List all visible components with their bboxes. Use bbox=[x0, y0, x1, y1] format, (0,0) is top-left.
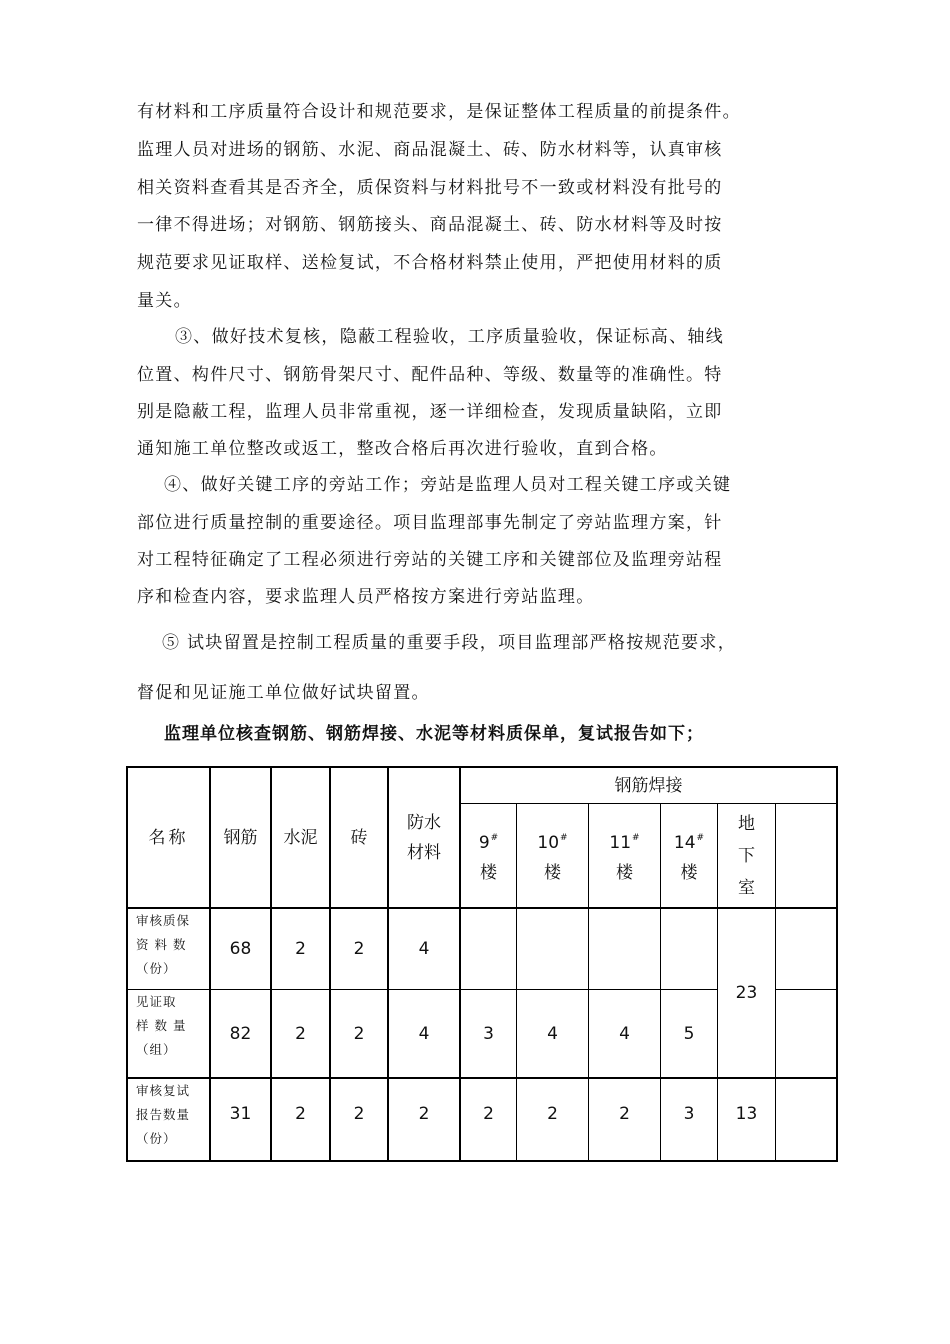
header-building-9 bbox=[461, 804, 516, 907]
header-basement bbox=[718, 804, 775, 907]
row-label-line: （组） bbox=[136, 1042, 177, 1057]
row-label-line: （份） bbox=[136, 1131, 177, 1146]
building-number: 11 bbox=[609, 833, 632, 853]
header-waterproof-line2: 材料 bbox=[407, 842, 441, 863]
table-cell: 2 bbox=[295, 1023, 306, 1044]
table-cell: 5 bbox=[683, 1023, 695, 1044]
header-cement: 水泥 bbox=[283, 827, 318, 848]
table-cell: 2 bbox=[547, 1104, 558, 1124]
text-line: 有材料和工序质量符合设计和规范要求，是保证整体工程质量的前提条件。 bbox=[137, 102, 741, 122]
number-sign: # bbox=[560, 833, 568, 843]
table-cell: 2 bbox=[483, 1104, 494, 1124]
number-sign: # bbox=[632, 833, 640, 843]
text-line: 序和检查内容，要求监理人员严格按方案进行旁站监理。 bbox=[137, 587, 595, 607]
header-waterproof bbox=[389, 768, 459, 907]
table-cell: 2 bbox=[353, 1023, 365, 1044]
text-line: 位置、构件尺寸、钢筋骨架尺寸、配件品种、等级、数量等的准确性。特 bbox=[137, 365, 723, 385]
table-border bbox=[836, 766, 838, 1162]
basement-char: 下 bbox=[738, 845, 755, 866]
building-label: 楼 bbox=[616, 863, 633, 883]
number-sign: # bbox=[696, 833, 705, 843]
text-line: 规范要求见证取样、送检复试，不合格材料禁止使用，严把使用材料的质 bbox=[137, 253, 723, 273]
text-line: ④、做好关键工序的旁站工作；旁站是监理人员对工程关键工序或关键 bbox=[164, 475, 732, 495]
table-cell: 2 bbox=[353, 939, 365, 959]
table-cell: 4 bbox=[547, 1023, 558, 1044]
row-label-line: 样 数 量 bbox=[136, 1018, 187, 1033]
header-building-14 bbox=[661, 804, 717, 907]
table-cell: 4 bbox=[418, 1023, 430, 1044]
row-label-witness-sampling bbox=[128, 990, 209, 1077]
table-cell: 68 bbox=[229, 939, 252, 959]
text-line: 一律不得进场；对钢筋、钢筋接头、商品混凝土、砖、防水材料等及时按 bbox=[137, 215, 723, 235]
table-title: 监理单位核查钢筋、钢筋焊接、水泥等材料质保单，复试报告如下； bbox=[164, 724, 704, 744]
basement-char: 室 bbox=[738, 877, 755, 898]
building-label: 楼 bbox=[680, 863, 698, 883]
table-cell: 2 bbox=[295, 939, 306, 959]
table-rule bbox=[776, 989, 838, 990]
text-line: 通知施工单位整改或返工，整改合格后再次进行验收，直到合格。 bbox=[137, 439, 668, 459]
table-cell: 82 bbox=[229, 1023, 252, 1044]
header-building-10 bbox=[517, 804, 588, 907]
text-line: ③、做好技术复核，隐蔽工程验收，工序质量验收，保证标高、轴线 bbox=[175, 327, 724, 347]
number-sign: # bbox=[490, 833, 499, 843]
table-cell: 13 bbox=[735, 1104, 758, 1124]
text-line: 对工程特征确定了工程必须进行旁站的关键工序和关键部位及监理旁站程 bbox=[137, 550, 723, 570]
table-cell: 2 bbox=[418, 1104, 430, 1124]
table-cell: 23 bbox=[735, 983, 758, 1003]
header-rebar: 钢筋 bbox=[223, 827, 258, 848]
row-label-line: 审核质保 bbox=[136, 913, 191, 928]
header-welding: 钢筋焊接 bbox=[614, 775, 683, 796]
row-label-line: 审核复试 bbox=[136, 1083, 191, 1098]
text-line: 部位进行质量控制的重要途径。项目监理部事先制定了旁站监理方案，针 bbox=[137, 513, 723, 533]
row-label-retest-reports bbox=[128, 1079, 209, 1160]
building-number: 14 bbox=[673, 833, 696, 853]
row-label-line: 报告数量 bbox=[136, 1107, 191, 1122]
text-line: 量关。 bbox=[137, 291, 192, 311]
text-line: 督促和见证施工单位做好试块留置。 bbox=[137, 683, 430, 703]
table-cell: 31 bbox=[229, 1104, 252, 1124]
table-cell: 2 bbox=[353, 1104, 365, 1124]
text-line: ⑤ 试块留置是控制工程质量的重要手段，项目监理部严格按规范要求， bbox=[162, 633, 737, 653]
basement-char: 地 bbox=[738, 813, 755, 834]
text-line: 监理人员对进场的钢筋、水泥、商品混凝土、砖、防水材料等，认真审核 bbox=[137, 140, 723, 160]
header-waterproof-line1: 防水 bbox=[407, 812, 441, 833]
table-cell: 2 bbox=[295, 1104, 306, 1124]
building-label: 楼 bbox=[480, 863, 497, 883]
table-cell: 3 bbox=[683, 1104, 695, 1124]
building-number: 9 bbox=[478, 833, 490, 853]
table-cell: 2 bbox=[619, 1104, 630, 1124]
table-rule bbox=[775, 803, 776, 1162]
row-label-quality-docs bbox=[128, 909, 209, 989]
row-label-line: （份） bbox=[136, 961, 177, 976]
header-building-11 bbox=[589, 804, 660, 907]
header-name: 名称 bbox=[148, 827, 189, 848]
table-border bbox=[126, 1160, 838, 1162]
text-line: 相关资料查看其是否齐全，质保资料与材料批号不一致或材料没有批号的 bbox=[137, 178, 723, 198]
text-line: 别是隐蔽工程，监理人员非常重视，逐一详细检查，发现质量缺陷，立即 bbox=[137, 402, 723, 422]
building-label: 楼 bbox=[544, 863, 561, 883]
table-cell: 3 bbox=[483, 1023, 494, 1044]
header-brick: 砖 bbox=[350, 827, 368, 848]
row-label-line: 资 料 数 bbox=[136, 937, 187, 952]
materials-table bbox=[126, 766, 838, 1162]
row-label-line: 见证取 bbox=[136, 994, 177, 1009]
building-number: 10 bbox=[537, 833, 560, 853]
table-cell: 4 bbox=[418, 939, 430, 959]
table-cell: 4 bbox=[619, 1023, 630, 1044]
